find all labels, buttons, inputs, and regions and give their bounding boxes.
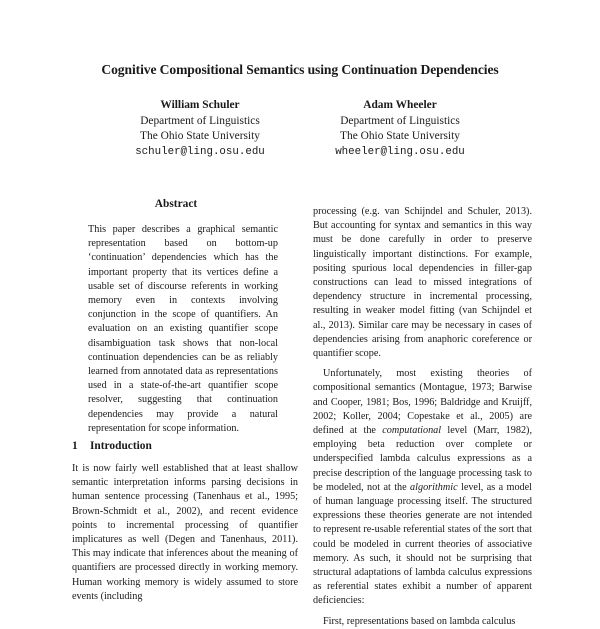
section-heading-introduction bbox=[72, 440, 152, 452]
author-name: William Schuler bbox=[160, 99, 240, 111]
introduction-body: It is now fairly well established that at least shallow semantic interpretation informs parsing decisions in human sentence processing (Tanenhaus et al., 1995; Brown-Schmidt et al., 2002), and recent evidence points to incremental processing of quantifier implicatures as well (Degen and Tanenhaus, 2011). This may indicate that inferences about the meaning of quantifiers are processed directly in working memory. Human working memory is widely assumed to store events (including bbox=[72, 463, 298, 602]
paragraph-first-deficiency: First, representations based on lambda calculus bbox=[323, 615, 516, 627]
author-department: Department of Linguistics bbox=[340, 114, 460, 127]
author-university: The Ohio State University bbox=[340, 130, 460, 142]
emphasis-computational: computational bbox=[382, 425, 442, 437]
author-email: wheeler@ling.osu.edu bbox=[335, 145, 465, 158]
emphasis-algorithmic: algorithmic bbox=[410, 481, 458, 493]
text-span: Unfortunately, most existing theories of compositional semantics (Montague, 1973; Barwise and Cooper, 1981; Bos, 1996; Baldridge and Kruijff, 2002; Koller, 2004; Copestake et al., 2005) are defined at the bbox=[313, 368, 532, 437]
abstract-heading: Abstract bbox=[154, 198, 198, 210]
author-block-1 bbox=[100, 98, 300, 160]
author-university: The Ohio State University bbox=[140, 130, 260, 142]
text-span: level, as a model of human language processing itself. The structured expressions these theories generate are not intended to represent re-usable referential states of the sort that could be modeled in current theories of associative memory. As such, it should not be surprising that structural adaptations of lambda calculus expressions as referential states exhibit a number of apparent deficiencies: bbox=[313, 481, 532, 607]
paragraph-compositional-semantics bbox=[313, 367, 532, 608]
author-block-2 bbox=[300, 98, 500, 160]
abstract-body: This paper describes a graphical semantic representation based on bottom-up ‘continuation’ dependencies which has the important property that its vertices define a usable set of discourse referents in working memory even in contexts involving conjunction in the scope of quantifiers. An evaluation on an existing quantifier scope disambiguation task shows that non-local continuation dependencies can be as reliably learned from annotated data as representations used in a state-of-the-art quantifier scope resolver, suggesting that continuation dependencies may provide a natural representation for scope information. bbox=[88, 224, 278, 434]
paper-title: Cognitive Compositional Semantics using Continuation Dependencies bbox=[101, 62, 499, 77]
author-email: schuler@ling.osu.edu bbox=[135, 145, 265, 158]
text-span: level (Marr, 1982), employing beta reduction over complete or underspecified lambda calculus expressions as a precise description of the language processing task to be modeled, not at the bbox=[313, 425, 532, 493]
section-number: 1 bbox=[72, 440, 78, 452]
section-title: Introduction bbox=[90, 440, 152, 452]
author-department: Department of Linguistics bbox=[140, 114, 260, 127]
right-column bbox=[313, 205, 532, 627]
author-name: Adam Wheeler bbox=[363, 99, 437, 111]
paragraph-continuation: processing (e.g. van Schijndel and Schuler, 2013). But accounting for syntax and semantics in this way must be done carefully in order to preserve linguistically important distinctions. For example, positing spurious local dependencies in filler-gap constructions can lead to missed integrations of dependency structure in incremental processing, resulting in weaker model fitting (van Schijndel et al., 2013). Similar care may be necessary in cases of dependencies arising from anaphoric coreference or quantifier scope. bbox=[313, 206, 532, 360]
